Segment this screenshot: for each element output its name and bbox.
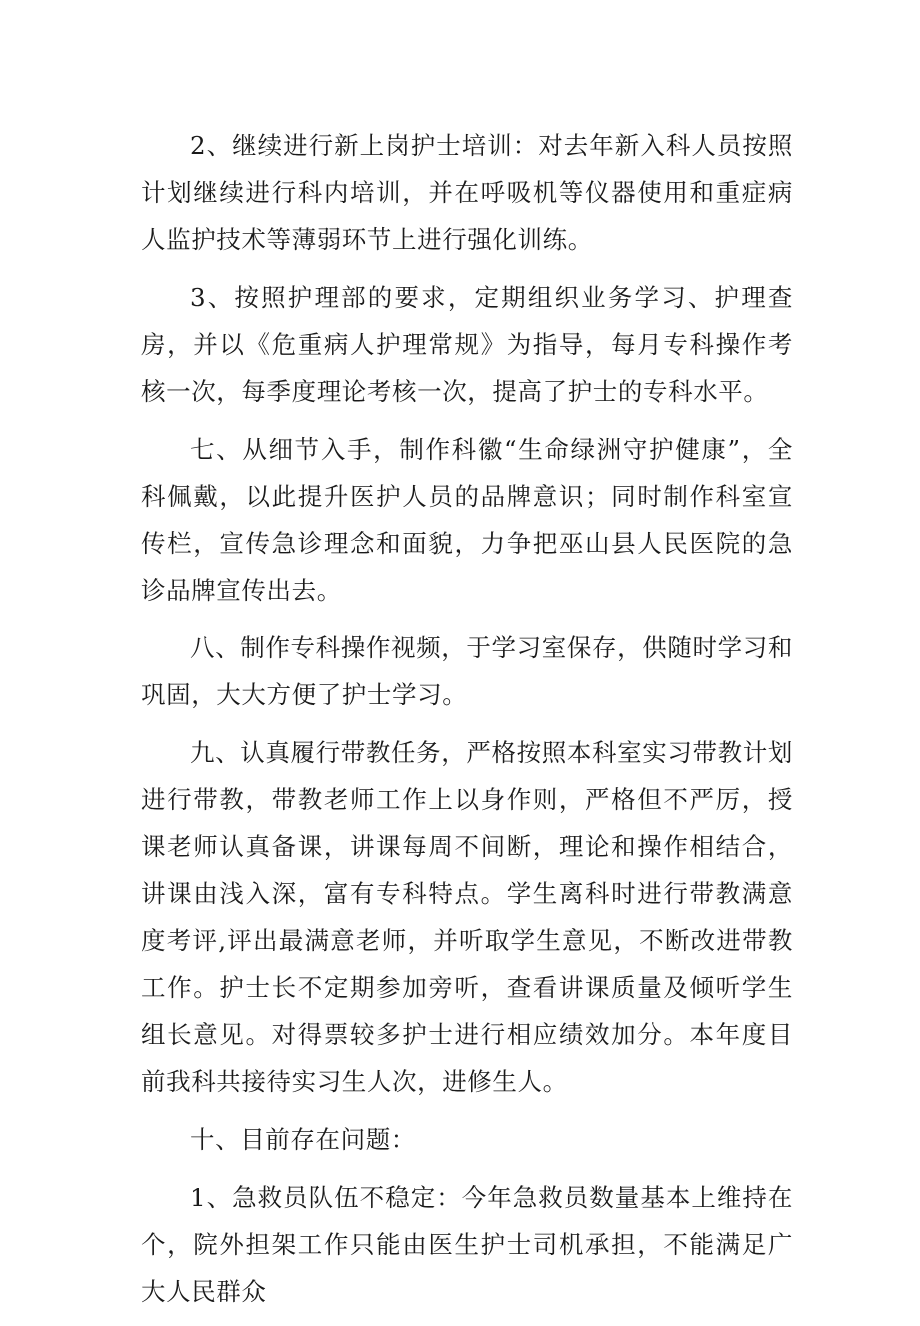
- paragraph-section-nine-teaching: 九、认真履行带教任务，严格按照本科室实习带教计划进行带教，带教老师工作上以身作则，严格但不严厉，授课老师认真备课，讲课每周不间断，理论和操作相结合，讲课由浅入深，富有专科特点。学生离科时进行带教满意度考评,评出最满意老师，并听取学生意见，不断改进带教工作。护士长不定期参加旁听，查看讲课质量及倾听学生组长意见。对得票较多护士进行相应绩效加分。本年度目前我科共接待实习生人次，进修生人。: [141, 738, 793, 1097]
- paragraph-section-ten-heading: 十、目前存在问题：: [190, 1124, 416, 1154]
- paragraph-section-eight-video: 八、制作专科操作视频，于学习室保存，供随时学习和巩固，大大方便了护士学习。: [141, 633, 793, 710]
- document-body: [141, 122, 793, 1326]
- paragraph-training-new-nurses: 2、继续进行新上岗护士培训：对去年新入科人员按照计划继续进行科内培训，并在呼吸机等仪器使用和重症病人监护技术等薄弱环节上进行强化训练。: [141, 131, 793, 254]
- paragraph-nursing-department-study: 3、按照护理部的要求，定期组织业务学习、护理查房，并以《危重病人护理常规》为指导，每月专科操作考核一次，每季度理论考核一次，提高了护士的专科水平。: [141, 282, 793, 406]
- paragraph-section-seven-emblem: 七、从细节入手，制作科徽“生命绿洲守护健康”，全科佩戴，以此提升医护人员的品牌意识；同时制作科室宣传栏，宣传急诊理念和面貌，力争把巫山县人民医院的急诊品牌宣传出去。: [141, 434, 793, 605]
- paragraph-problem-one: 1、急救员队伍不稳定：今年急救员数量基本上维持在个，院外担架工作只能由医生护士司机承担，不能满足广大人民群众: [141, 1182, 793, 1306]
